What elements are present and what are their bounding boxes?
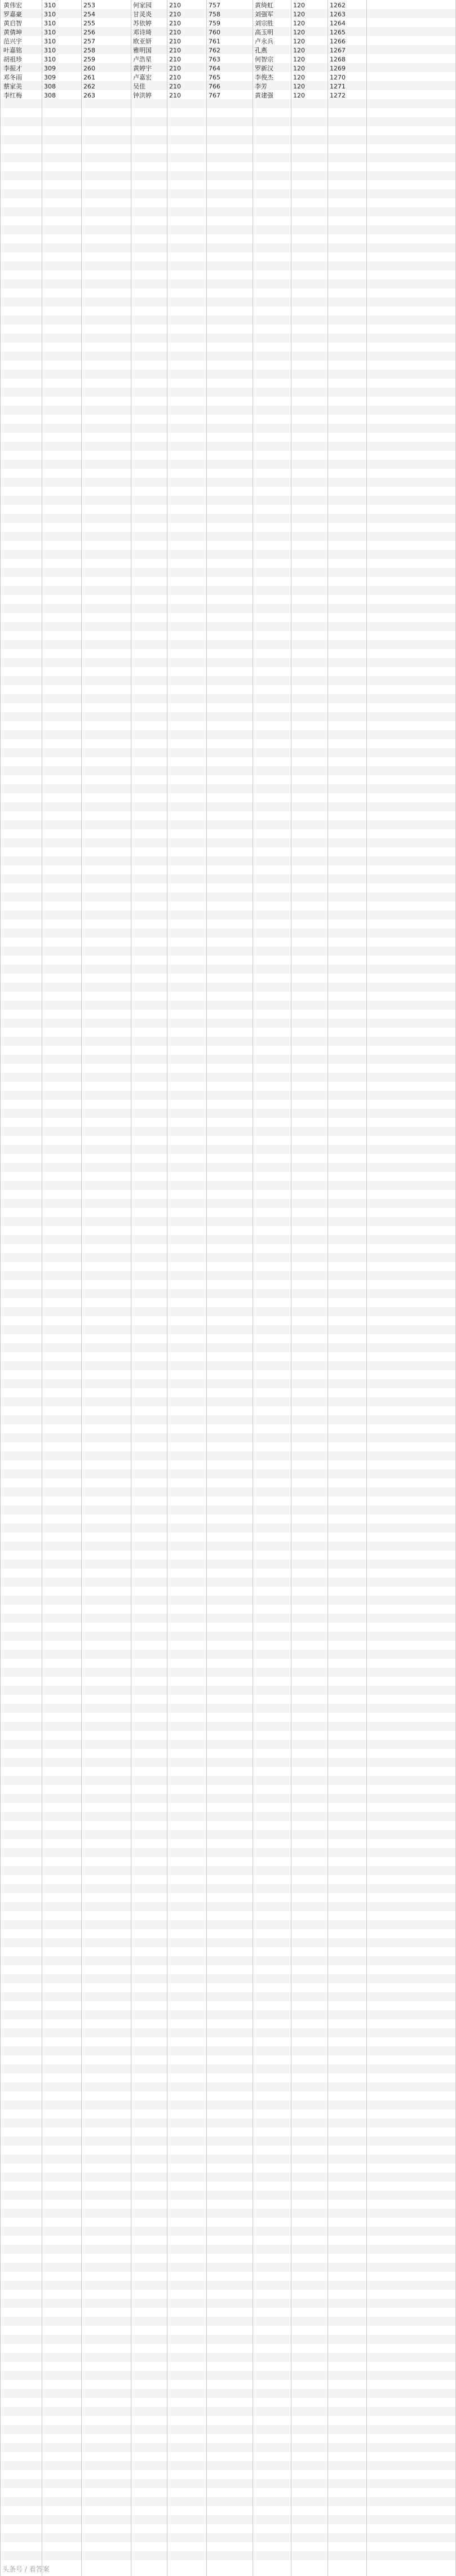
row-stripe [0, 838, 456, 847]
row-stripe [0, 207, 456, 216]
table-cell: 765 [209, 74, 220, 81]
row-stripe [0, 1325, 456, 1334]
row-stripe [0, 1578, 456, 1587]
row-stripe [0, 2137, 456, 2146]
row-stripe [0, 1938, 456, 1947]
table-cell: 1264 [330, 20, 346, 27]
table-cell: 262 [83, 83, 95, 90]
table-cell: 310 [44, 11, 56, 18]
table-cell: 256 [83, 29, 95, 36]
table-cell: 苏依婷 [133, 20, 152, 27]
watermark: 头条号 / 看答案 [2, 2565, 50, 2573]
row-stripe [0, 2064, 456, 2073]
row-stripe [0, 1217, 456, 1226]
row-stripe [0, 1001, 456, 1010]
row-stripe [0, 820, 456, 829]
table-cell: 253 [83, 2, 95, 9]
table-cell: 260 [83, 65, 95, 72]
row-stripe [0, 1145, 456, 1154]
row-stripe [0, 1019, 456, 1028]
row-stripe [0, 2497, 456, 2506]
row-stripe [0, 856, 456, 865]
row-stripe [0, 1704, 456, 1713]
table-cell: 120 [293, 38, 305, 45]
row-stripe [0, 1740, 456, 1749]
table-cell: 310 [44, 29, 56, 36]
table-cell: 210 [169, 38, 181, 45]
row-stripe [0, 496, 456, 505]
table-cell: 764 [209, 65, 220, 72]
table-cell: 罗嘉豪 [3, 11, 22, 18]
row-stripe [0, 1073, 456, 1082]
table-cell: 210 [169, 29, 181, 36]
row-stripe [0, 730, 456, 739]
table-cell: 1263 [330, 11, 346, 18]
table-cell: 李振才 [3, 65, 22, 72]
table-cell: 210 [169, 74, 181, 81]
table-cell: 1267 [330, 47, 346, 54]
row-stripe [0, 153, 456, 162]
row-stripe [0, 604, 456, 613]
row-stripe [0, 2281, 456, 2290]
table-cell: 李红梅 [3, 92, 22, 99]
row-stripe [0, 1776, 456, 1785]
row-stripe [0, 1181, 456, 1190]
row-stripe [0, 2479, 456, 2488]
table-cell: 757 [209, 2, 220, 9]
row-stripe [0, 2245, 456, 2254]
row-stripe [0, 586, 456, 595]
row-stripe [0, 1920, 456, 1929]
table-cell: 邓冬雨 [3, 74, 22, 81]
table-cell: 李芳 [255, 83, 267, 90]
table-cell: 黄倩坤 [3, 29, 22, 36]
table-cell: 309 [44, 65, 56, 72]
row-stripe [0, 965, 456, 974]
table-cell: 120 [293, 29, 305, 36]
column-divider [366, 0, 367, 2576]
row-stripe [0, 694, 456, 703]
row-stripe [0, 1974, 456, 1983]
row-stripe [0, 2551, 456, 2560]
table-cell: 卢永兵 [255, 38, 273, 45]
table-cell: 吴佳 [133, 83, 145, 90]
table-cell: 孔燕 [255, 47, 267, 54]
row-stripe [0, 712, 456, 721]
row-stripe [0, 297, 456, 307]
row-stripe [0, 2010, 456, 2019]
table-cell: 255 [83, 20, 95, 27]
table-cell: 258 [83, 47, 95, 54]
row-stripe [0, 243, 456, 252]
table-cell: 黄婷宇 [133, 65, 152, 72]
table-cell: 759 [209, 20, 220, 27]
row-stripe [0, 1163, 456, 1172]
row-stripe [0, 424, 456, 433]
row-stripe [0, 1289, 456, 1298]
table-cell: 762 [209, 47, 220, 54]
table-cell: 蔡家美 [3, 83, 22, 90]
table-cell: 766 [209, 83, 220, 90]
row-stripe [0, 911, 456, 920]
row-stripe [0, 676, 456, 685]
table-cell: 120 [293, 83, 305, 90]
row-stripe [0, 1487, 456, 1496]
column-divider [0, 0, 1, 2576]
table-cell: 761 [209, 38, 220, 45]
row-stripe [0, 1812, 456, 1821]
row-stripe [0, 117, 456, 126]
row-stripe [0, 2515, 456, 2524]
table-cell: 黄启智 [3, 20, 22, 27]
table-cell: 欧亚妍 [133, 38, 152, 45]
row-stripe [0, 1037, 456, 1046]
table-cell: 1271 [330, 83, 346, 90]
row-stripe [0, 983, 456, 992]
row-stripe [0, 640, 456, 649]
row-stripe [0, 2371, 456, 2380]
row-stripe [0, 1127, 456, 1136]
column-divider [206, 0, 207, 2576]
row-stripe [0, 2028, 456, 2037]
row-stripe [0, 2407, 456, 2416]
row-stripe [0, 532, 456, 541]
table-cell: 309 [44, 74, 56, 81]
row-stripe [0, 947, 456, 956]
row-stripe [0, 460, 456, 469]
row-stripe [0, 1650, 456, 1659]
row-stripe [0, 1866, 456, 1875]
row-stripe [0, 99, 456, 108]
row-stripe [0, 2443, 456, 2452]
table-cell: 1262 [330, 2, 346, 9]
table-cell: 120 [293, 11, 305, 18]
row-stripe [0, 874, 456, 883]
table-cell: 120 [293, 2, 305, 9]
table-cell: 310 [44, 2, 56, 9]
row-stripe [0, 406, 456, 415]
row-stripe [0, 1253, 456, 1262]
row-stripe [0, 189, 456, 198]
table-cell: 甘灵炎 [133, 11, 152, 18]
table-cell: 758 [209, 11, 220, 18]
row-stripe [0, 2191, 456, 2200]
table-cell: 120 [293, 47, 305, 54]
table-cell: 1265 [330, 29, 346, 36]
row-stripe [0, 1451, 456, 1460]
table-cell: 760 [209, 29, 220, 36]
row-stripe [0, 1524, 456, 1533]
row-stripe [0, 658, 456, 667]
table-cell: 1270 [330, 74, 346, 81]
row-stripe [0, 1091, 456, 1100]
table-cell: 120 [293, 92, 305, 99]
table-cell: 763 [209, 56, 220, 63]
row-stripe [0, 2209, 456, 2218]
table-cell: 刘强军 [255, 11, 273, 18]
row-stripe [0, 802, 456, 811]
table-cell: 何智宗 [255, 56, 273, 63]
row-stripe [0, 478, 456, 487]
row-stripe [0, 2118, 456, 2128]
row-stripe [0, 135, 456, 144]
row-stripe [0, 1560, 456, 1569]
row-stripe [0, 1830, 456, 1839]
table-cell: 120 [293, 20, 305, 27]
table-cell: 罗新汉 [255, 65, 273, 72]
row-stripe [0, 334, 456, 343]
row-stripe [0, 1469, 456, 1478]
row-stripe [0, 1505, 456, 1514]
row-stripe [0, 2425, 456, 2434]
table-cell: 黄伟宏 [3, 2, 22, 9]
row-stripe [0, 2100, 456, 2109]
row-stripe [0, 1199, 456, 1208]
row-stripe [0, 1956, 456, 1965]
row-stripe [0, 316, 456, 325]
row-stripe [0, 1758, 456, 1767]
table-cell: 120 [293, 56, 305, 63]
row-stripe [0, 2299, 456, 2308]
table-cell: 范兴宇 [3, 38, 22, 45]
table-cell: 钟洪婷 [133, 92, 152, 99]
row-stripe [0, 1668, 456, 1677]
table-cell: 308 [44, 92, 56, 99]
row-stripe [0, 1379, 456, 1388]
row-stripe [0, 1722, 456, 1731]
row-stripe [0, 171, 456, 180]
row-stripe [0, 2173, 456, 2182]
row-stripe [0, 388, 456, 397]
row-stripe [0, 1397, 456, 1406]
row-stripe [0, 2353, 456, 2362]
table-cell: 210 [169, 83, 181, 90]
table-cell: 卢嘉宏 [133, 74, 152, 81]
row-stripe [0, 1992, 456, 2001]
table-cell: 黄绮虹 [255, 2, 273, 9]
table-cell: 254 [83, 11, 95, 18]
row-stripe [0, 1884, 456, 1893]
table-cell: 263 [83, 92, 95, 99]
row-stripe [0, 352, 456, 361]
table-cell: 310 [44, 38, 56, 45]
row-stripe [0, 370, 456, 379]
row-stripe [0, 1361, 456, 1370]
table-cell: 卢浩星 [133, 56, 152, 63]
row-stripe [0, 1343, 456, 1352]
row-stripe [0, 766, 456, 775]
row-stripe [0, 1902, 456, 1911]
row-stripe [0, 1686, 456, 1695]
row-stripe [0, 2317, 456, 2326]
row-stripe [0, 892, 456, 901]
table-cell: 259 [83, 56, 95, 63]
table-cell: 黄建强 [255, 92, 273, 99]
row-stripe [0, 1632, 456, 1641]
row-stripe [0, 514, 456, 523]
row-stripe [0, 1109, 456, 1118]
table-cell: 257 [83, 38, 95, 45]
table-cell: 308 [44, 83, 56, 90]
table-cell: 1266 [330, 38, 346, 45]
table-cell: 767 [209, 92, 220, 99]
row-stripe [0, 279, 456, 288]
table-cell: 310 [44, 47, 56, 54]
table-cell: 210 [169, 20, 181, 27]
column-divider [81, 0, 82, 2576]
table-cell: 120 [293, 74, 305, 81]
row-stripe [0, 2227, 456, 2236]
table-cell: 何家园 [133, 2, 152, 9]
row-stripe [0, 2046, 456, 2055]
row-stripe [0, 1794, 456, 1803]
table-cell: 1268 [330, 56, 346, 63]
row-stripe [0, 225, 456, 234]
table-cell: 210 [169, 92, 181, 99]
table-cell: 210 [169, 47, 181, 54]
table-cell: 胡祖珍 [3, 56, 22, 63]
table-cell: 1272 [330, 92, 346, 99]
row-stripe [0, 1055, 456, 1064]
row-stripe [0, 2533, 456, 2542]
table-cell: 邓诗琦 [133, 29, 152, 36]
table-cell: 210 [169, 11, 181, 18]
table-cell: 210 [169, 56, 181, 63]
table-cell: 120 [293, 65, 305, 72]
row-stripe [0, 442, 456, 451]
row-stripe [0, 2155, 456, 2164]
row-stripe [0, 1596, 456, 1605]
table-cell: 1269 [330, 65, 346, 72]
table-cell: 叶嘉铭 [3, 47, 22, 54]
row-stripe [0, 748, 456, 757]
table-cell: 310 [44, 56, 56, 63]
row-stripe [0, 261, 456, 270]
table-cell: 李俊杰 [255, 74, 273, 81]
row-stripe [0, 1614, 456, 1623]
table-cell: 210 [169, 2, 181, 9]
column-divider [327, 0, 328, 2576]
table-cell: 210 [169, 65, 181, 72]
row-stripe [0, 2389, 456, 2398]
row-stripe [0, 1848, 456, 1857]
row-stripe [0, 2263, 456, 2272]
row-stripe [0, 2335, 456, 2344]
row-stripe [0, 1307, 456, 1316]
row-stripe [0, 1235, 456, 1244]
row-stripe [0, 1433, 456, 1442]
row-stripe [0, 2082, 456, 2091]
row-stripe [0, 622, 456, 631]
table-cell: 310 [44, 20, 56, 27]
row-stripe [0, 929, 456, 938]
table-cell: 雅明国 [133, 47, 152, 54]
row-stripe [0, 1271, 456, 1280]
row-stripe [0, 1542, 456, 1551]
table-cell: 高玉明 [255, 29, 273, 36]
row-stripe [0, 1415, 456, 1424]
row-stripe [0, 550, 456, 559]
row-stripe [0, 2461, 456, 2470]
table-cell: 261 [83, 74, 95, 81]
row-stripe [0, 568, 456, 577]
row-stripe [0, 784, 456, 793]
table-cell: 刘宗胜 [255, 20, 273, 27]
